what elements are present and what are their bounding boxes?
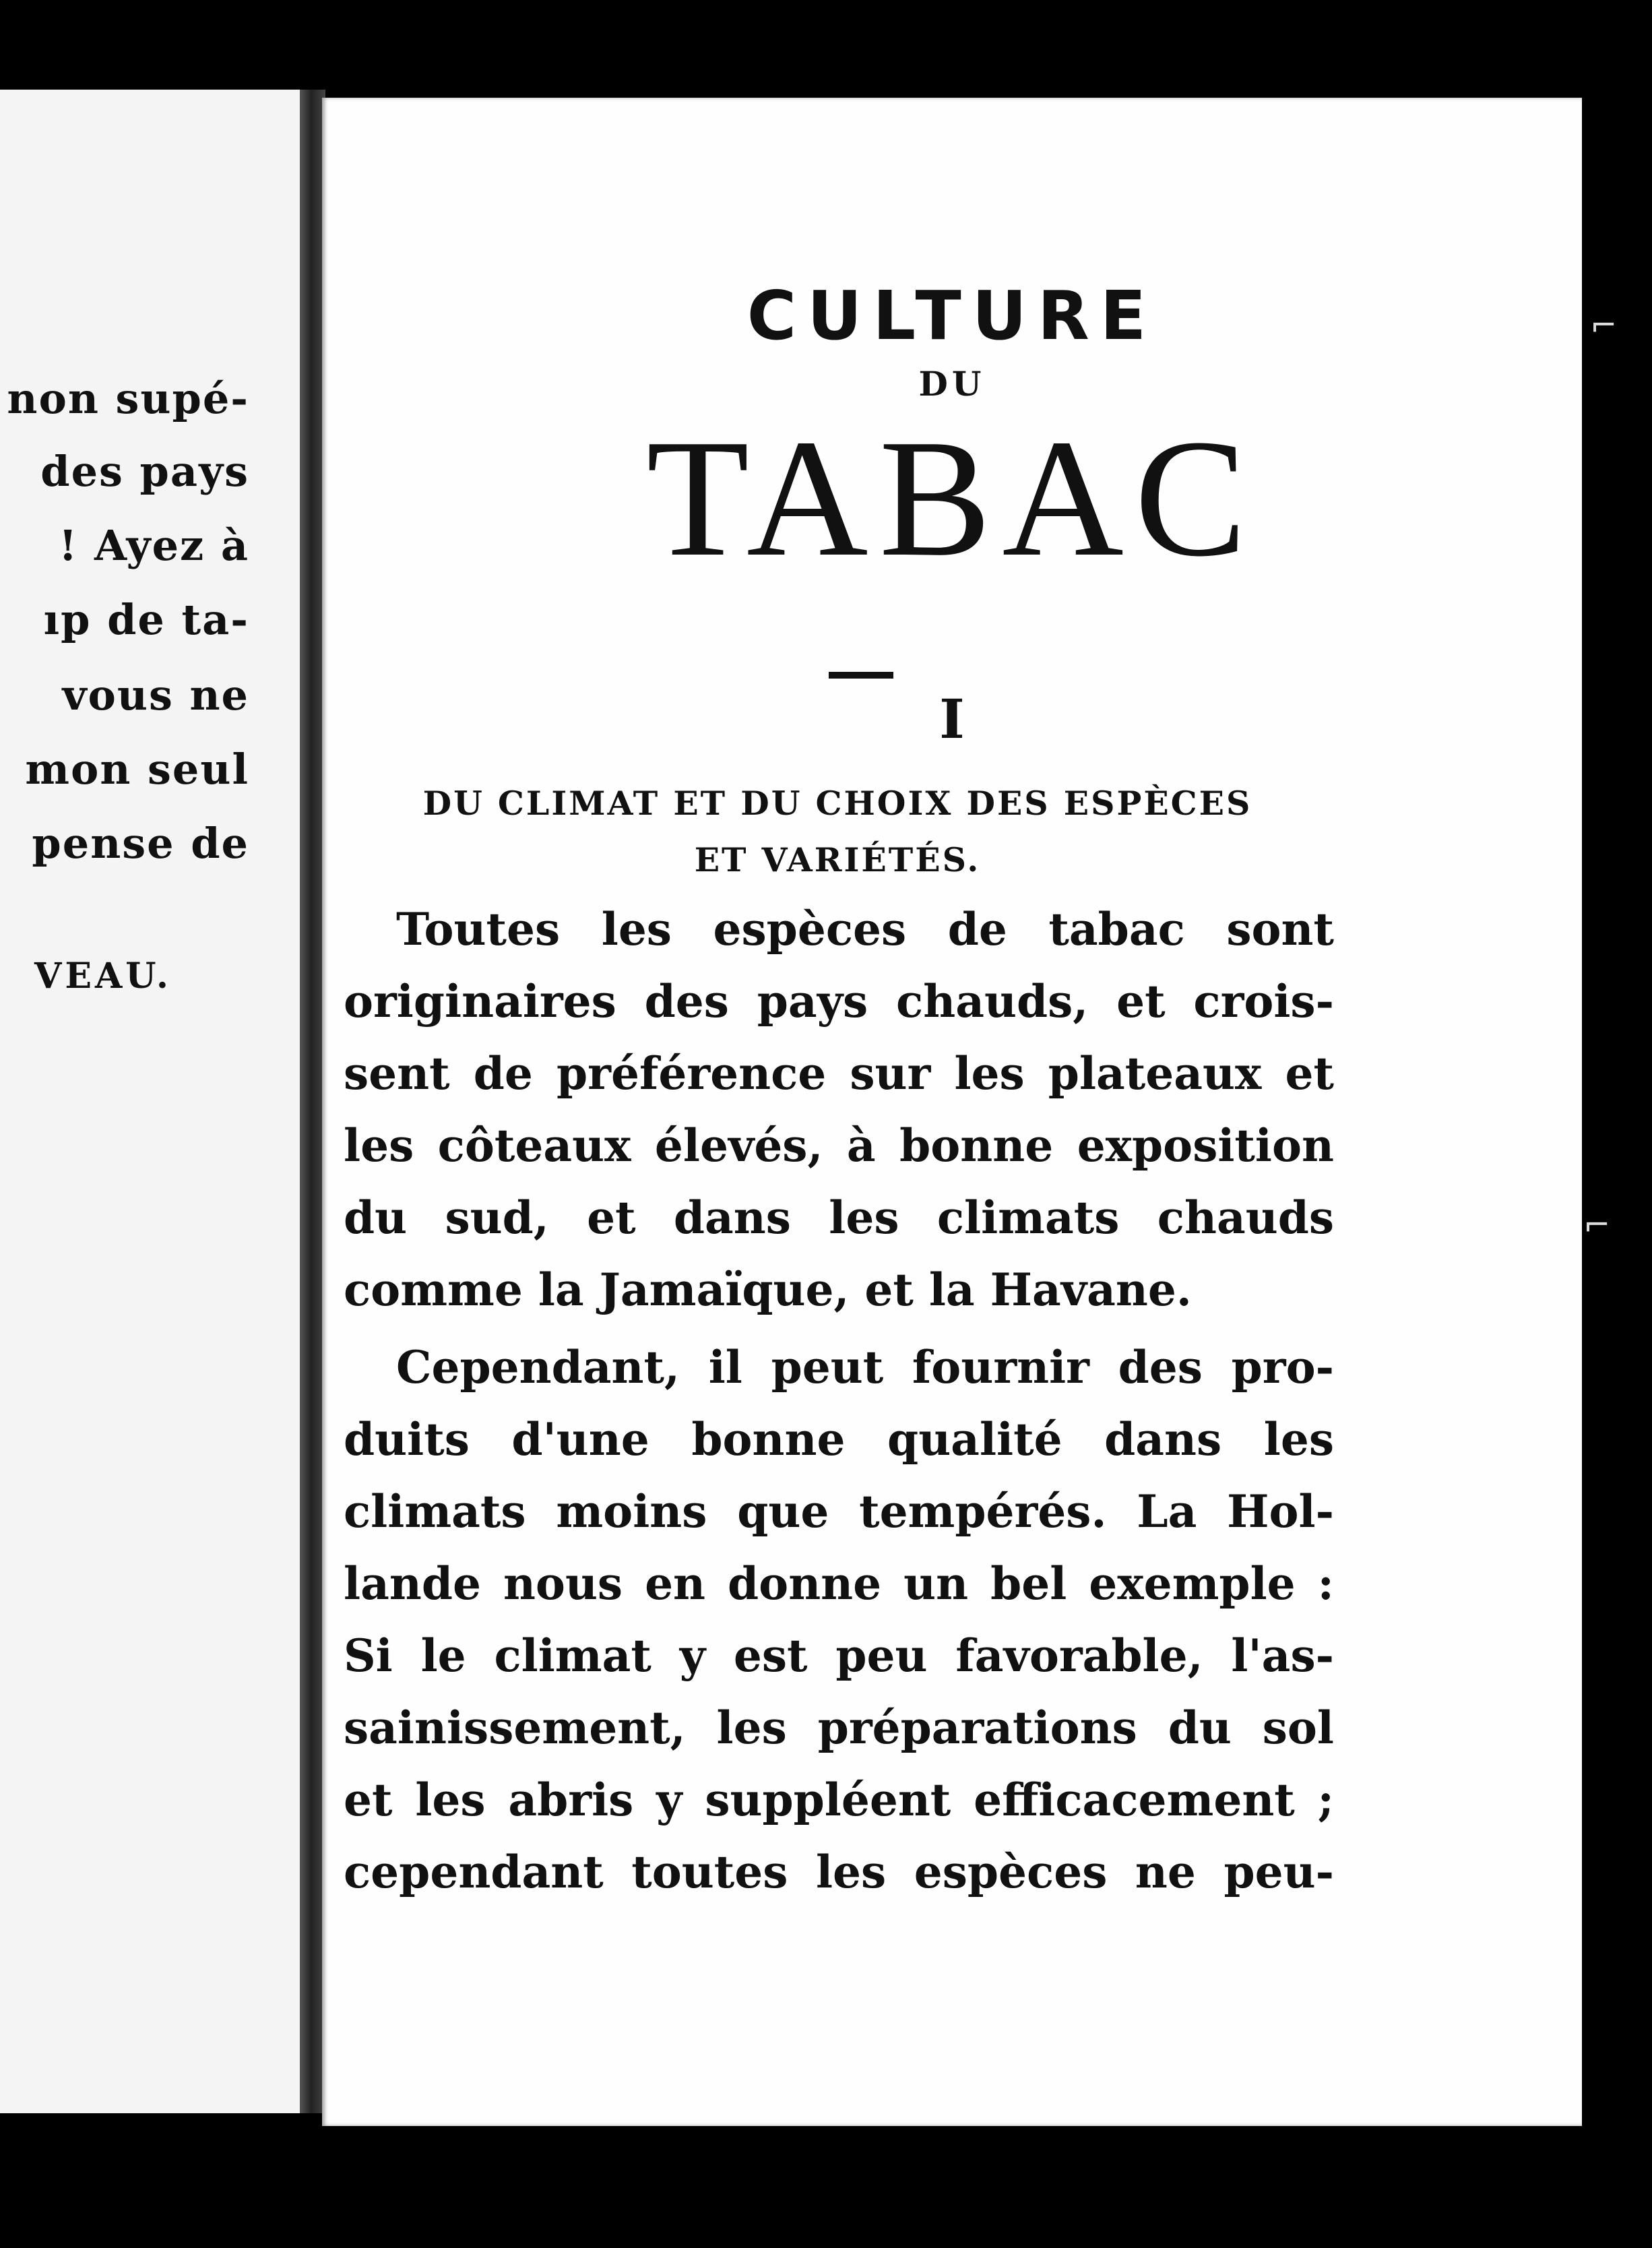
heading-tabac: TABAC	[646, 405, 1258, 592]
heading-culture: CULTURE	[746, 276, 1157, 355]
paragraph-line: Toutes les espèces de tabac sont	[396, 903, 1334, 956]
paragraph-line: comme la Jamaïque, et la Havane.	[344, 1263, 1192, 1316]
paragraph-line: lande nous en donne un bel exemple :	[344, 1557, 1334, 1610]
chapter-title	[342, 775, 1333, 888]
scan-edge-mark: ⌐	[1583, 1206, 1611, 1244]
left-page-line: ıp de ta-	[43, 595, 249, 644]
paragraph-line: Cependant, il peut fournir des pro-	[396, 1341, 1334, 1394]
paragraph-line: sent de préférence sur les plateaux et	[344, 1047, 1334, 1100]
left-page-line: des pays	[40, 447, 249, 496]
scan-edge-mark: ⌐	[1590, 307, 1618, 344]
chapter-number: I	[939, 687, 965, 751]
paragraph-line: sainissement, les préparations du sol	[344, 1701, 1334, 1754]
paragraph-line: du sud, et dans les climats chauds	[344, 1191, 1334, 1244]
paragraph-line: climats moins que tempérés. La Hol-	[344, 1485, 1334, 1538]
left-page-line: pense de	[32, 819, 249, 868]
paragraph-line: cependant toutes les espèces ne peu-	[344, 1846, 1334, 1898]
left-page	[0, 90, 307, 2113]
left-page-signature: VEAU.	[34, 956, 172, 997]
chapter-title-line: ET VARIÉTÉS.	[694, 840, 981, 879]
left-page-line: non supé-	[7, 374, 249, 423]
left-page-line: mon seul	[25, 745, 249, 794]
paragraph-line: duits d'une bonne qualité dans les	[344, 1413, 1334, 1466]
right-page	[322, 98, 1582, 2126]
heading-du: DU	[918, 364, 986, 404]
paragraph-line: originaires des pays chauds, et crois-	[344, 975, 1334, 1028]
chapter-rule	[829, 672, 893, 679]
chapter-title-line: DU CLIMAT ET DU CHOIX DES ESPÈCES	[422, 784, 1252, 823]
paragraph-line: Si le climat y est peu favorable, l'as-	[344, 1629, 1334, 1682]
paragraph-line: les côteaux élevés, à bonne exposition	[344, 1119, 1334, 1172]
paragraph-line: et les abris y suppléent efficacement ;	[344, 1774, 1334, 1826]
left-page-line: ! Ayez à	[59, 521, 249, 570]
left-page-line: vous ne	[62, 670, 249, 720]
